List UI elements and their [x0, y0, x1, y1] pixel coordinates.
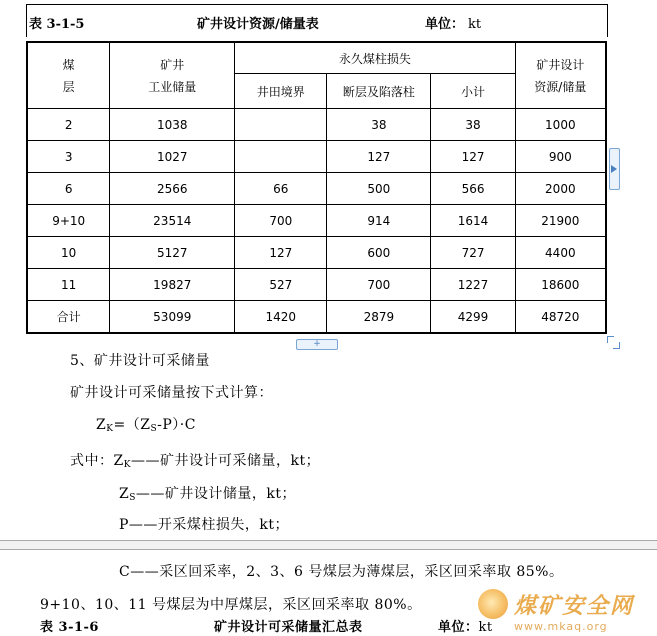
table-cell[interactable]: 11 [27, 269, 110, 301]
table-column-handle[interactable] [609, 148, 620, 190]
header-seam [27, 42, 110, 109]
formula-zs-sub: S [150, 424, 158, 434]
header-design-line2: 资源/储量 [534, 79, 587, 94]
table-row [27, 173, 606, 205]
section-heading: 5、矿井设计可采储量 [70, 353, 210, 369]
table-cell[interactable]: 4400 [515, 237, 606, 269]
table-caption-row [26, 4, 608, 37]
page-break [0, 540, 657, 550]
def-zs-symbol: Z [119, 486, 130, 502]
table-cell[interactable]: 1000 [515, 109, 606, 141]
table-cell[interactable]: 19827 [110, 269, 235, 301]
def-zk-text: ——矿井设计可采储量，kt； [130, 453, 321, 469]
table-row [27, 269, 606, 301]
table-number: 表 3-1-5 [29, 17, 85, 32]
table-cell[interactable] [235, 141, 327, 173]
table-cell[interactable]: 66 [235, 173, 327, 205]
header-seam-line1: 煤 [62, 57, 75, 72]
where-label: 式中： [70, 453, 114, 469]
header-industrial-line1: 矿井 [160, 57, 185, 72]
table-cell[interactable] [235, 109, 327, 141]
table-cell[interactable]: 1420 [235, 301, 327, 334]
header-design [515, 42, 606, 109]
watermark-url: www.mkaq.org [514, 620, 608, 633]
definition-zk [70, 450, 320, 470]
next-unit-label: 单位： [438, 620, 479, 635]
table-row [27, 301, 606, 334]
table-cell[interactable]: 合计 [27, 301, 110, 334]
reserves-table[interactable] [26, 41, 607, 334]
table-cell[interactable]: 2000 [515, 173, 606, 205]
table-cell[interactable]: 1614 [431, 205, 515, 237]
table-cell[interactable]: 566 [431, 173, 515, 205]
header-seam-line2: 层 [62, 79, 75, 94]
table-cell[interactable]: 700 [235, 205, 327, 237]
header-subtotal: 小计 [431, 74, 515, 109]
header-design-line1: 矿井设计 [536, 57, 585, 72]
table-cell[interactable]: 53099 [110, 301, 235, 334]
table-cell[interactable]: 48720 [515, 301, 606, 334]
table-cell[interactable]: 21900 [515, 205, 606, 237]
table-cell[interactable]: 914 [327, 205, 431, 237]
unit-label: 单位： [425, 17, 465, 32]
table-cell[interactable]: 1227 [431, 269, 515, 301]
def-zk-symbol: Z [113, 453, 124, 469]
table-cell[interactable]: 600 [327, 237, 431, 269]
def-zk-sub: K [123, 460, 131, 470]
definition-zs [119, 483, 296, 503]
next-table-number: 表 3-1-6 [40, 620, 99, 635]
table-cell[interactable]: 23514 [110, 205, 235, 237]
table-cell[interactable]: 900 [515, 141, 606, 173]
table-cell[interactable]: 38 [327, 109, 431, 141]
table-cell[interactable]: 2879 [327, 301, 431, 334]
watermark-logo-icon [478, 589, 508, 619]
watermark-name: 煤矿安全网 [514, 594, 635, 619]
table-cell[interactable]: 5127 [110, 237, 235, 269]
table-resize-handle[interactable] [607, 336, 621, 350]
unit-value: kt [468, 17, 482, 32]
def-zs-sub: S [129, 493, 136, 503]
next-unit-value: kt [478, 620, 493, 635]
table-unit [425, 13, 481, 32]
table-cell[interactable]: 127 [431, 141, 515, 173]
site-watermark [468, 587, 657, 636]
table-cell[interactable]: 38 [431, 109, 515, 141]
definition-c-continued: 9+10、10、11 号煤层为中厚煤层，采区回采率取 80%。 [40, 597, 422, 613]
table-row [27, 205, 606, 237]
table-cell[interactable]: 127 [235, 237, 327, 269]
table-cell[interactable]: 1038 [110, 109, 235, 141]
definition-c: C——采区回采率，2、3、6 号煤层为薄煤层，采区回采率取 85%。 [119, 564, 564, 580]
table-cell[interactable]: 10 [27, 237, 110, 269]
table-cell[interactable]: 4299 [431, 301, 515, 334]
table-body [27, 109, 606, 334]
def-zs-text: ——矿井设计储量，kt； [135, 486, 297, 502]
table-cell[interactable]: 3 [27, 141, 110, 173]
formula-zs: =（Z [113, 417, 151, 433]
table-cell[interactable]: 500 [327, 173, 431, 205]
header-fault: 断层及陷落柱 [327, 74, 431, 109]
table-cell[interactable]: 9+10 [27, 205, 110, 237]
header-industrial-line2: 工业储量 [148, 79, 197, 94]
intro-line: 矿井设计可采储量按下式计算： [70, 385, 273, 401]
table-cell[interactable]: 2 [27, 109, 110, 141]
table-cell[interactable]: 2566 [110, 173, 235, 205]
formula-zk-sub: K [106, 424, 114, 434]
header-boundary: 井田境界 [235, 74, 327, 109]
table-title: 矿井设计资源/储量表 [197, 17, 319, 32]
next-table-title: 矿井设计可采储量汇总表 [214, 620, 363, 635]
table-cell[interactable]: 6 [27, 173, 110, 205]
table-cell[interactable]: 127 [327, 141, 431, 173]
table-cell[interactable]: 1027 [110, 141, 235, 173]
header-loss-group: 永久煤柱损失 [235, 42, 515, 74]
table-cell[interactable]: 527 [235, 269, 327, 301]
table-row [27, 141, 606, 173]
table-cell[interactable]: 18600 [515, 269, 606, 301]
table-add-row-handle[interactable]: + [296, 339, 338, 350]
header-industrial [110, 42, 235, 109]
formula-line [96, 414, 196, 434]
table-row [27, 109, 606, 141]
table-cell[interactable]: 700 [327, 269, 431, 301]
table-header-row [27, 42, 606, 74]
formula-rest: -P）·C [157, 417, 196, 433]
table-row [27, 237, 606, 269]
formula-zk: Z [96, 417, 107, 433]
table-cell[interactable]: 727 [431, 237, 515, 269]
definition-p: P——开采煤柱损失，kt； [119, 517, 290, 533]
